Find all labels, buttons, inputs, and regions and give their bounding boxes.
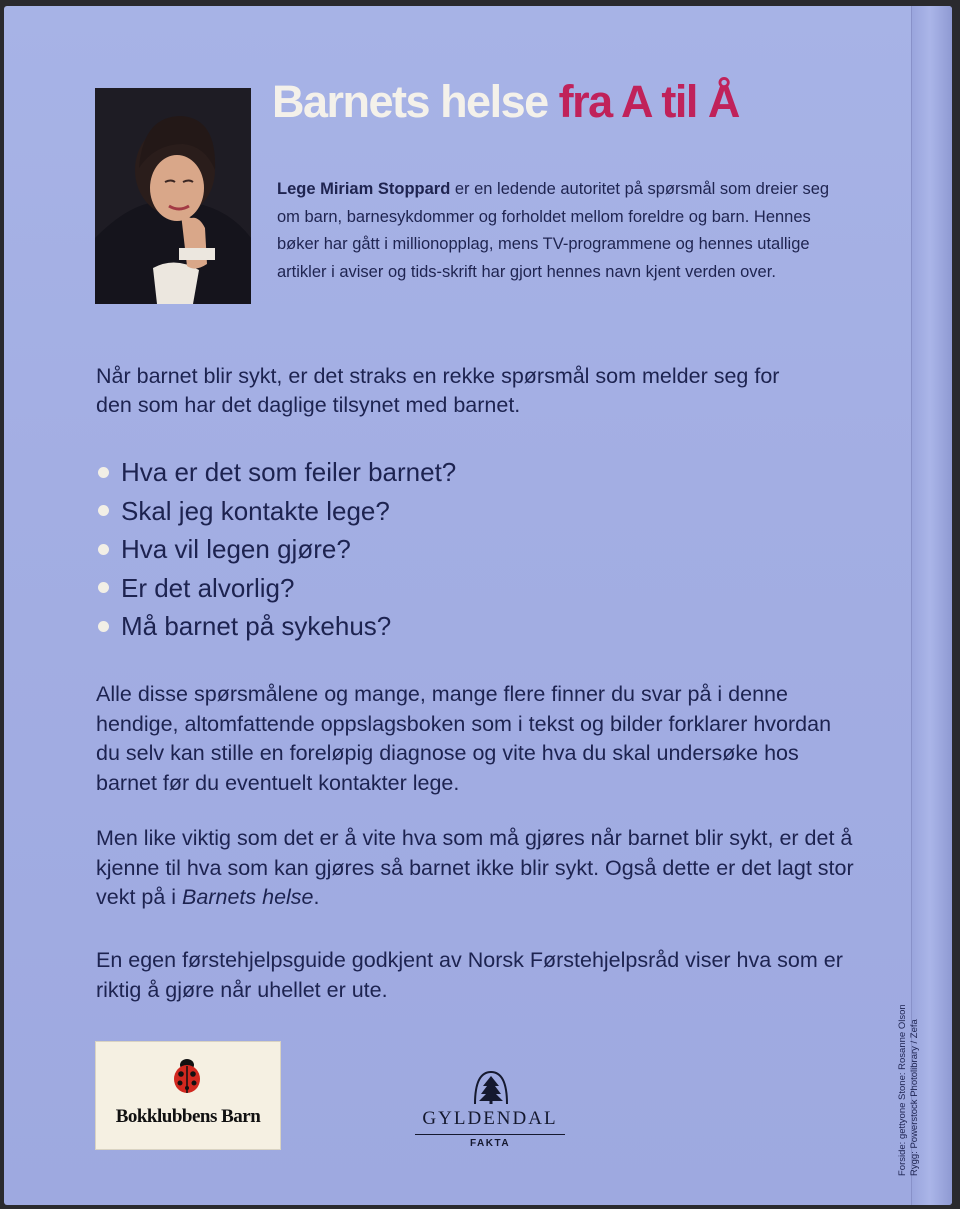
paragraph-2-end: . bbox=[313, 885, 320, 909]
description-paragraph-2 bbox=[96, 824, 856, 913]
question-list bbox=[96, 453, 456, 646]
bullet-icon bbox=[98, 544, 109, 555]
question-item bbox=[96, 607, 456, 646]
bullet-icon bbox=[98, 621, 109, 632]
publisher-divider bbox=[415, 1134, 565, 1135]
author-bio-text: er en ledende autoritet på spørsmål som dreier seg om barn, barnesykdommer og forholdet mellom foreldre og barn. Hennes bøker har gått i millionopplag, mens TV-programmene og hennes utallige artikler i aviser og tids-skrift har gjort hennes navn kjent verden over. bbox=[277, 180, 830, 281]
bullet-icon bbox=[98, 582, 109, 593]
question-item bbox=[96, 530, 456, 569]
title-accent: fra A til Å bbox=[558, 76, 739, 127]
question-item bbox=[96, 492, 456, 531]
author-name: Lege Miriam Stoppard bbox=[277, 180, 451, 198]
ladybug-icon bbox=[172, 1058, 202, 1094]
bullet-icon bbox=[98, 505, 109, 516]
question-text: Er det alvorlig? bbox=[121, 572, 295, 603]
description-paragraph-3: En egen førstehjelpsguide godkjent av Norsk Førstehjelpsråd viser hva som er riktig å gjøre når uhellet er ute. bbox=[96, 948, 843, 1002]
title-main: Barnets helse bbox=[272, 76, 548, 127]
intro-text: Når barnet blir sykt, er det straks en rekke spørsmål som melder seg for den som har det daglige tilsynet med barnet. bbox=[96, 364, 780, 417]
photo-credits bbox=[897, 1004, 921, 1176]
publisher-name: GYLDENDAL bbox=[422, 1108, 558, 1129]
question-item bbox=[96, 569, 456, 608]
publisher-series: FAKTA bbox=[469, 1138, 511, 1149]
book-title bbox=[272, 76, 739, 128]
question-text: Hva er det som feiler barnet? bbox=[121, 457, 457, 487]
bokklubben-logo bbox=[96, 1042, 280, 1149]
question-item bbox=[96, 453, 456, 492]
description-paragraph-1: Alle disse spørsmålene og mange, mange flere finner du svar på i denne hendige, altomfattende oppslagsboken som i tekst og bilder forklarer hvordan du selv kan stille en foreløpig diagnose og vite hva du skal undersøke hos barnet før du eventuelt kontakter lege. bbox=[96, 682, 832, 795]
author-photo bbox=[95, 88, 251, 304]
author-portrait-image bbox=[95, 88, 251, 304]
gyldendal-logo bbox=[407, 1068, 573, 1158]
bokklubben-label: Bokklubbens Barn bbox=[115, 1106, 261, 1127]
book-back-cover bbox=[4, 6, 952, 1205]
tree-emblem-icon bbox=[473, 1070, 509, 1106]
book-title-italic: Barnets helse bbox=[182, 885, 314, 909]
bullet-icon bbox=[98, 467, 109, 478]
author-bio bbox=[277, 176, 837, 286]
question-text: Må barnet på sykehus? bbox=[121, 611, 392, 641]
credit-line-spine: Rygg: Powerstock Photolibrary / Zefa bbox=[909, 1019, 920, 1176]
question-text: Skal jeg kontakte lege? bbox=[121, 495, 390, 526]
credit-line-front: Forside: gettyone Stone: Rosanne Olson bbox=[897, 1004, 908, 1176]
question-text: Hva vil legen gjøre? bbox=[121, 534, 351, 564]
paragraph-2-text: Men like viktig som det er å vite hva som må gjøres når barnet blir sykt, er det å kjenne til hva som kan gjøres så barnet ikke blir sykt. Også dette er det lagt stor vekt på i bbox=[96, 826, 854, 909]
